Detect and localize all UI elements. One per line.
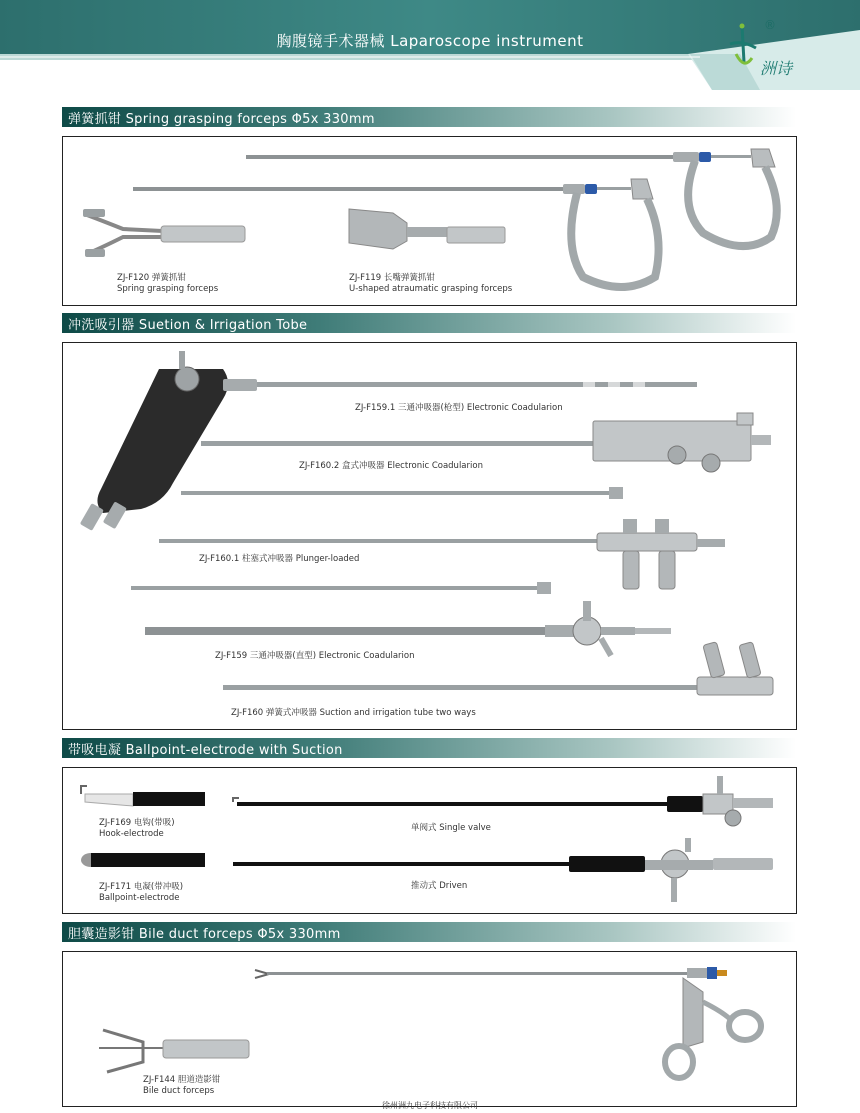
section-box-suction bbox=[62, 342, 797, 730]
item-description: Ballpoint-electrode bbox=[99, 893, 180, 903]
section-box-electrode bbox=[62, 767, 797, 914]
suction-illustration bbox=[63, 343, 796, 729]
item-description: Spring grasping forceps bbox=[117, 284, 219, 294]
item-code: ZJ-F144 胆道造影钳 bbox=[143, 1075, 221, 1085]
section-title: 带吸电凝 Ballpoint-electrode with Suction bbox=[68, 743, 343, 758]
logo-text: 洲诗 bbox=[760, 59, 793, 78]
section-header-electrode bbox=[62, 738, 796, 758]
caption-zj-f144 bbox=[143, 1075, 220, 1097]
section-title: 弹簧抓钳 Spring grasping forceps Φ5x 330mm bbox=[68, 112, 375, 127]
section-box-bile-duct bbox=[62, 951, 797, 1107]
item-code: ZJ-F120 弹簧抓钳 bbox=[117, 273, 186, 283]
section-box-spring-forceps bbox=[62, 136, 797, 306]
caption-zj-f159: ZJ-F159 三通冲吸器(直型) Electronic Coadularion bbox=[215, 651, 415, 661]
section-title: 胆囊造影钳 Bile duct forceps Φ5x 330mm bbox=[68, 927, 341, 942]
caption-zj-f160: ZJ-F160 弹簧式冲吸器 Suction and irrigation tube two ways bbox=[231, 708, 476, 718]
section-title: 冲洗吸引器 Suetion & Irrigation Tobe bbox=[68, 318, 308, 333]
caption-zj-f159-1: ZJ-F159.1 三通冲吸器(枪型) Electronic Coadularion bbox=[355, 403, 563, 413]
item-code: ZJ-F169 电钩(带吸) bbox=[99, 818, 175, 828]
footer-company: 徐州洲九电子科技有限公司 bbox=[382, 1101, 478, 1110]
caption-zj-f160-1: ZJ-F160.1 柱塞式冲吸器 Plunger-loaded bbox=[199, 554, 360, 564]
caption-zj-f120 bbox=[117, 273, 218, 295]
item-code: ZJ-F119 长嘴弹簧抓钳 bbox=[349, 273, 435, 283]
item-description: Hook-electrode bbox=[99, 829, 164, 839]
section-header-bile-duct bbox=[62, 922, 796, 942]
page-header bbox=[0, 0, 860, 90]
registered-mark: ® bbox=[764, 18, 776, 32]
caption-driven: 推动式 Driven bbox=[411, 881, 468, 891]
caption-zj-f171 bbox=[99, 882, 183, 904]
item-code: ZJ-F171 电凝(带冲吸) bbox=[99, 882, 184, 892]
caption-zj-f169 bbox=[99, 818, 175, 840]
caption-single-valve: 单阀式 Single valve bbox=[411, 823, 491, 833]
section-header-suction bbox=[62, 313, 796, 333]
item-description: Bile duct forceps bbox=[143, 1086, 215, 1096]
caption-zj-f119 bbox=[349, 273, 512, 295]
page-title: 胸腹镜手术器械 Laparoscope instrument bbox=[276, 32, 584, 50]
caption-zj-f160-2: ZJ-F160.2 盒式冲吸器 Electronic Coadularion bbox=[299, 461, 483, 471]
item-description: U-shaped atraumatic grasping forceps bbox=[349, 284, 513, 294]
section-header-spring-forceps bbox=[62, 107, 796, 127]
